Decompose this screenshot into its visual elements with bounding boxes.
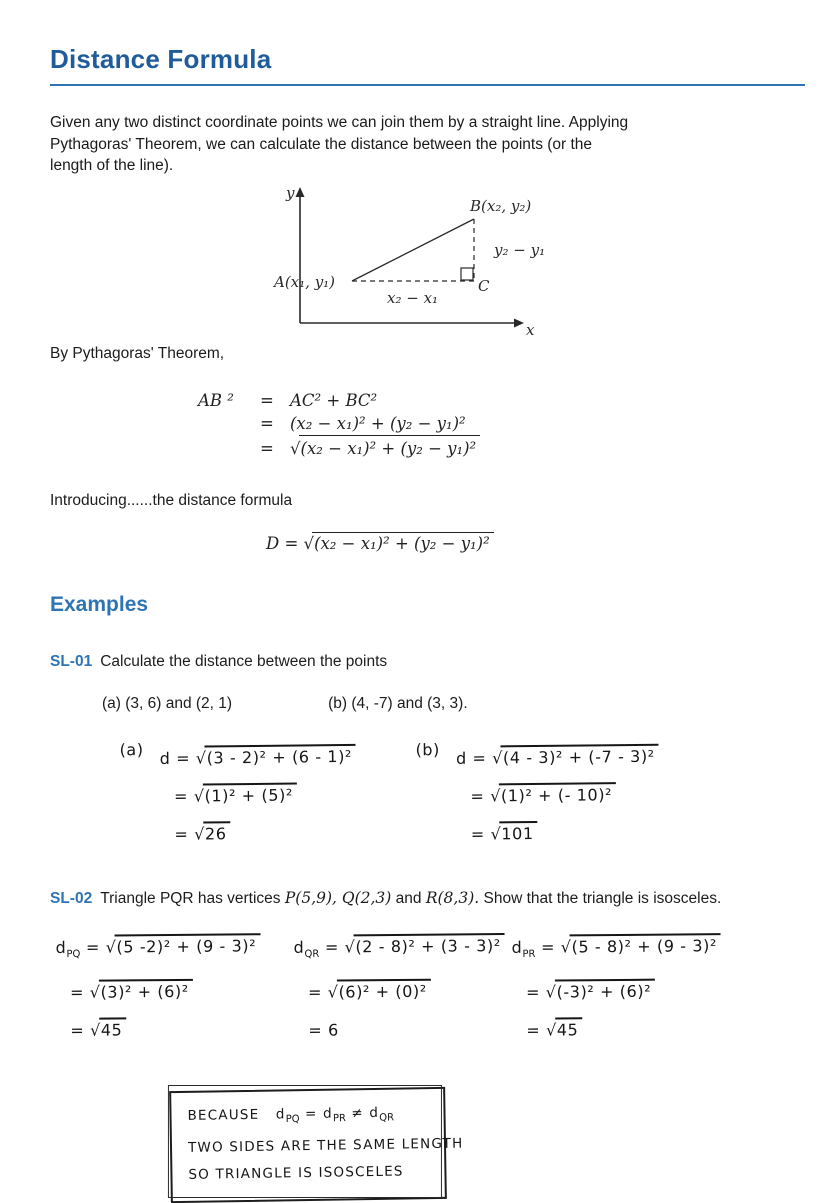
equals-sign: =: [260, 413, 274, 433]
subscript: QR: [379, 1112, 395, 1124]
equals-sign: =: [260, 390, 274, 410]
equation-row: [198, 389, 805, 412]
intro-paragraph: [50, 112, 805, 177]
work-line: = √(1)² + (5)²: [174, 775, 357, 815]
equation-lhs: AB ²: [198, 390, 234, 410]
subscript: QR: [304, 948, 320, 960]
conclusion-box: [169, 1087, 464, 1203]
sl02-col-dpq: [55, 926, 288, 1049]
conclusion-line-2: TWO SIDES ARE THE SAME LENGTH: [187, 1134, 464, 1156]
work-line: d = √(4 - 3)² + (-7 - 3)²: [456, 737, 659, 777]
work-line: d = √(3 - 2)² + (6 - 1)²: [160, 737, 357, 777]
work-line: = √45: [70, 1010, 288, 1050]
not-equal-sign: ≠: [351, 1104, 364, 1122]
work-line: $d_{QR} = √(2 - 8)^2 + (3 - 3)^2$: [293, 927, 497, 974]
page-title: Distance Formula: [50, 44, 805, 86]
work-line: = √101: [471, 813, 660, 853]
radicand: (4 - 3)² + (-7 - 3)²: [501, 743, 659, 767]
y-axis-label: y: [286, 183, 295, 202]
conclusion-line-1: BECAUSE $d_{PQ} = d_{PR} \ne d_{QR}$: [187, 1104, 395, 1125]
work-line: $d_{PQ} = √(5$ -2)² + (9 - 3)²: [55, 926, 287, 973]
problem-sl02: [50, 889, 805, 908]
point-b-label: B(x₂, y₂): [470, 196, 532, 215]
radical-sign: √: [290, 438, 301, 458]
sl01-parts: [102, 695, 805, 713]
equation-rhs: (x₂ − x₁)² + (y₂ − y₁)²: [290, 413, 466, 433]
work-line: = √(3)² + (6)²: [70, 972, 288, 1012]
work-b-label: (b): [415, 739, 441, 759]
sl01-working-b: [415, 737, 659, 854]
right-angle-marker: [461, 268, 473, 280]
work-line: = √(6)² + (0)²: [308, 972, 498, 1012]
x-axis-label: x: [526, 320, 535, 335]
problem-prompt-sl01: Calculate the distance between the points: [100, 652, 388, 670]
equation-row: [198, 412, 805, 435]
distance-formula: [266, 534, 805, 553]
subscript: PR: [332, 1112, 346, 1124]
work-line: $d_{PR} = √(5 - 8)^2 + (9 - 3)^2$: [511, 927, 721, 974]
equals-sign: =: [304, 1105, 318, 1122]
x-axis-arrow-icon: [514, 318, 524, 327]
radicand: 45: [99, 1017, 127, 1039]
horizontal-leg-label: x₂ − x₁: [387, 288, 439, 307]
y-axis-arrow-icon: [296, 187, 305, 197]
vertical-leg-label: y₂ − y₁: [494, 240, 546, 259]
sl02-text-mid: and: [395, 889, 422, 907]
equals-sign: =: [260, 438, 274, 458]
formula-lhs: D =: [266, 533, 304, 553]
radicand: (2 - 8)² + (3 - 3)²: [353, 933, 505, 956]
work-line: = √(-3)² + (6)²: [526, 972, 722, 1012]
subscript: PR: [522, 948, 536, 960]
subscript: PQ: [66, 948, 81, 960]
work-line: = √45: [526, 1010, 722, 1050]
subscript: PQ: [285, 1113, 300, 1125]
radicand: (1)² + (5)²: [202, 782, 297, 805]
radicand: (-3)² + (6)²: [554, 978, 655, 1001]
equation-row: [198, 435, 805, 460]
problem-sl01: [50, 653, 805, 671]
sl02-col-dqr: [293, 927, 501, 1050]
radicand: 101: [499, 821, 538, 843]
sl02-col-dpr: [511, 927, 721, 1050]
radicand: (3 - 2)² + (6 - 1)²: [204, 743, 356, 767]
sl02-math-b: R(8,3).: [425, 888, 480, 907]
line-ab: [352, 219, 474, 281]
work-line: = √(1)² + (- 10)²: [470, 775, 659, 815]
radicand: (x₂ − x₁)² + (y₂ − y₁)²: [299, 435, 481, 460]
sl01-working-a: [119, 737, 380, 854]
examples-heading: Examples: [50, 592, 149, 616]
radicand: (6)² + (0)²: [336, 978, 431, 1001]
coordinate-diagram: [262, 183, 572, 335]
introducing-text: Introducing......the distance formula: [50, 491, 293, 509]
problem-label-sl01: SL-01: [50, 652, 93, 670]
sl01-part-b: (b) (4, -7) and (3, 3).: [328, 694, 468, 712]
radical-sign: √: [303, 533, 315, 553]
intro-line-1: Given any two distinct coordinate points we can join them by a straight line. Applying: [50, 114, 629, 131]
radicand: (5 - 8)² + (9 - 3)²: [569, 933, 721, 956]
radicand: (x₂ − x₁)² + (y₂ − y₁)²: [312, 532, 494, 553]
sl02-working: [56, 928, 805, 1049]
radicand: (1)² + (- 10)²: [499, 782, 616, 805]
radicand: 45: [555, 1017, 583, 1039]
point-a-label: A(x₁, y₁): [274, 272, 336, 291]
sl02-text-post: Show that the triangle is isosceles.: [483, 889, 722, 907]
sl01-part-a: (a) (3, 6) and (2, 1): [102, 694, 233, 712]
pythagoras-equations: [198, 389, 805, 460]
work-a-label: (a): [119, 739, 144, 759]
sl02-math-a: P(5,9), Q(2,3): [284, 888, 392, 907]
intro-line-2: Pythagoras' Theorem, we can calculate the distance between the points (or the: [50, 135, 593, 153]
pythagoras-lead: By Pythagoras' Theorem,: [50, 344, 225, 362]
conclusion-line-3: SO TRIANGLE IS ISOSCELES: [188, 1162, 404, 1183]
intro-line-3: length of the line).: [50, 157, 174, 174]
point-c-label: C: [478, 276, 490, 295]
sl02-text-pre: Triangle PQR has vertices: [100, 889, 281, 907]
sl01-working: [120, 739, 805, 853]
work-line: = 6: [308, 1020, 339, 1040]
radicand: (5 -2)² + (9 - 3)²: [114, 933, 260, 956]
problem-label-sl02: SL-02: [50, 889, 93, 907]
radicand: 26: [203, 821, 231, 843]
equation-rhs: AC² + BC²: [290, 390, 378, 410]
radicand: (3)² + (6)²: [98, 979, 193, 1002]
work-line: = √26: [174, 813, 357, 853]
